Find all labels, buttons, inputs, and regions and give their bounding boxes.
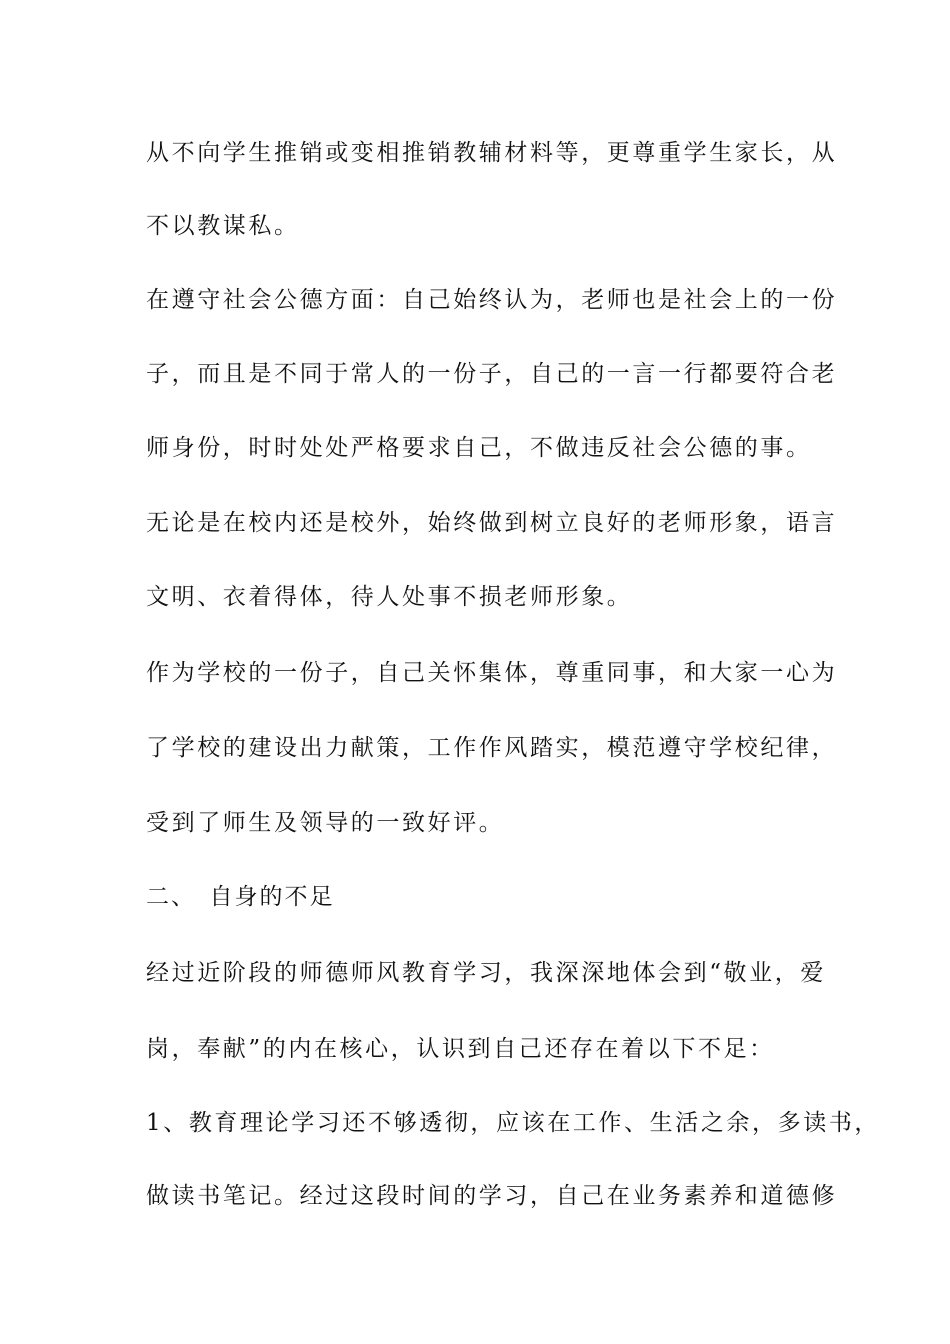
text-line-15: 做读书笔记。经过这段时间的学习，自己在业务素养和道德修 [146, 1183, 838, 1209]
text-line-4: 子，而且是不同于常人的一份子，自己的一言一行都要符合老 [146, 361, 838, 387]
text-line-3: 在遵守社会公德方面：自己始终认为，老师也是社会上的一份 [146, 287, 838, 313]
text-line-7: 文明、衣着得体，待人处事不损老师形象。 [146, 584, 633, 610]
text-line-5: 师身份，时时处处严格要求自己，不做违反社会公德的事。 [146, 435, 812, 461]
text-line-9: 了学校的建设出力献策，工作作风踏实，模范遵守学校纪律， [146, 735, 838, 761]
text-line-1: 从不向学生推销或变相推销教辅材料等，更尊重学生家长，从 [146, 140, 838, 166]
text-line-10: 受到了师生及领导的一致好评。 [146, 810, 505, 836]
text-line-12: 经过近阶段的师德师风教育学习，我深深地体会到“敬业，爱 [146, 960, 826, 986]
text-line-8: 作为学校的一份子，自己关怀集体，尊重同事，和大家一心为 [146, 660, 838, 686]
text-line-6: 无论是在校内还是校外，始终做到树立良好的老师形象，语言 [146, 510, 838, 536]
text-line-2: 不以教谋私。 [146, 213, 300, 239]
section-heading: 二、 自身的不足 [146, 884, 335, 910]
text-line-14: 1、教育理论学习还不够透彻，应该在工作、生活之余，多读书， [146, 1110, 881, 1136]
text-line-13: 岗，奉献”的内在核心，认识到自己还存在着以下不足： [146, 1036, 775, 1062]
